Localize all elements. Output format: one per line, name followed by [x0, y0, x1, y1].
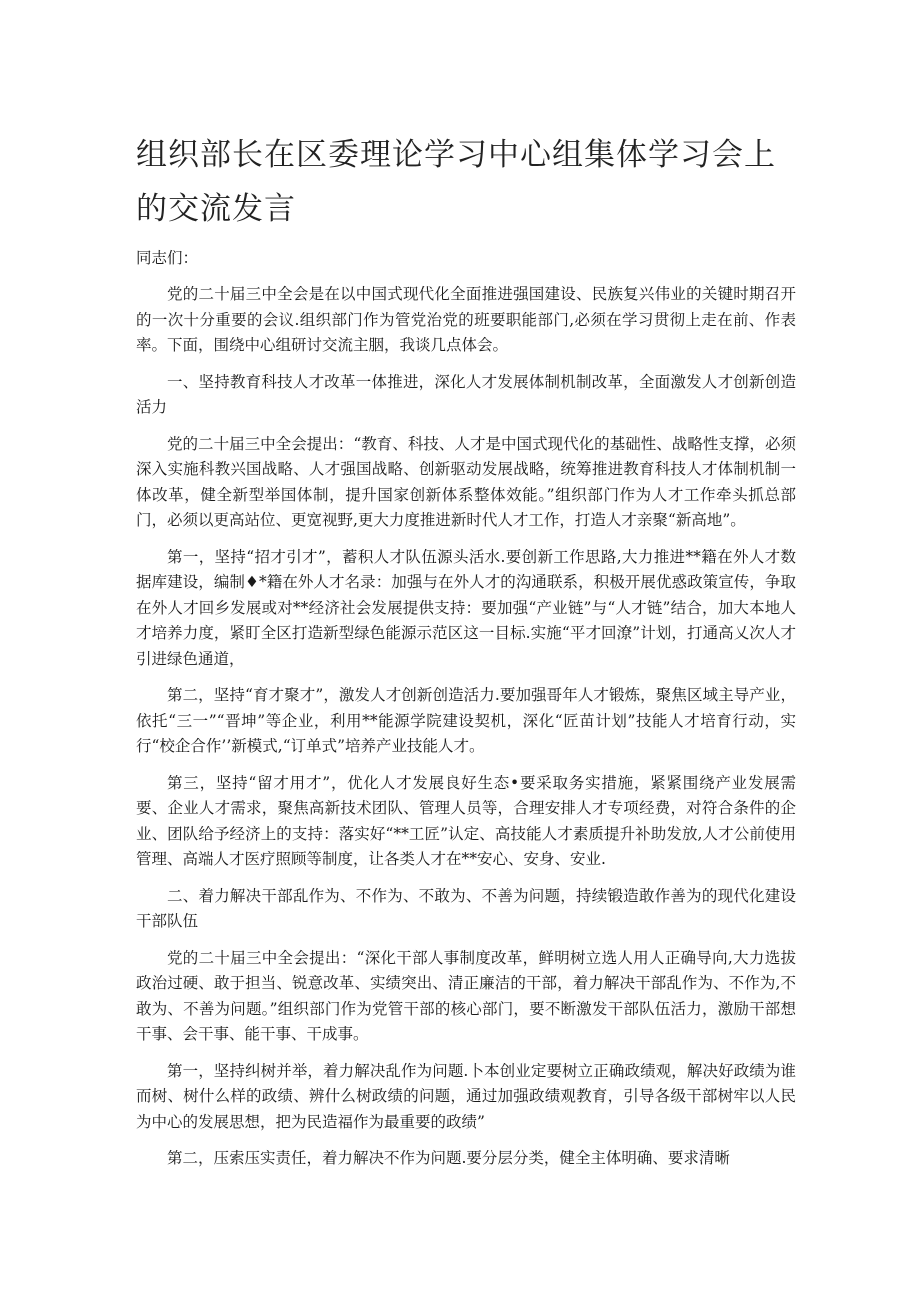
section-heading-1: 一、坚持教育科技人才改革一体推进，深化人才发展体制机制改革，全面激发人才创新创造活力: [136, 372, 796, 416]
paragraph: 第二，压索压实责任，着力解决不作为问题.要分层分类，健全主体明确、要求清晰: [167, 1149, 730, 1167]
paragraph: 党的二十届三中全会提出：“深化干部人事制度改革，鲜明树立选人用人正确导向,大力选拔政治过硬、敢于担当、锐意改革、实绩突出、清正廉洁的干部，着力解决干部乱作为、不作为,不敢为、不善为问题。”组织部门作为党管干部的核心部门，要不断激发干部队伍活力，激励干部想干事、会干事、能干事、干成事。: [136, 948, 796, 1043]
paragraph: 第一，坚持“招才引才”，蓄积人才队伍源头活水.要创新工作思路,大力推进**籍在外人才数据库建设，编制♦*籍在外人才名录：加强与在外人才的沟通联系，积极开展优惑政策宣传，争取在外人才回乡发展或对**经济社会发展提供支持：要加强“产业链”与“人才链”结合，加大本地人才培养力度，紧盯全区打造新型绿色能源示范区这一目标.实施“平才回潦”计划，打通高乂次人才引进绿色通道，: [136, 547, 796, 668]
salutation: 同志们：: [136, 249, 199, 267]
paragraph-intro: 党的二十届三中全会是在以中国式现代化全面推进强国建设、民族复兴伟业的关键时期召开的一次十分重要的会议.组织部门作为管党治党的班要职能部门,必须在学习贯彻上走在前、作表率。下面，围绕中心组研讨交流主胭，我谈几点体会。: [136, 285, 796, 354]
paragraph: 第一，坚持纠树并举，着力解决乱作为问题.卜本创业定要树立正确政绩观，解决好政绩为谁而树、树什么样的政绩、辨什么树政绩的问题，通过加强政绩观教育，引导各级干部树牢以人民为中心的发展思想，把为民造福作为最重要的政绩”: [136, 1061, 796, 1131]
paragraph: 第二，坚持“育才聚才”，激发人才创新创造活力.要加强哥年人才锻炼，聚焦区域主导产业，依托“三一”“晋坤”等企业，利用**能源学院建设契机，深化“匠苗计划”技能人才培育行动，实行“校企合作’’新模式,“订单式”培养产业技能人才。: [136, 686, 796, 755]
document-page: [136, 128, 796, 1183]
paragraph: 党的二十届三中全会提出：“教育、科技、人才是中国式现代化的基础性、战略性支撑，必须深入实施科教兴国战略、人才强国战略、创新驱动发展战略，统筹推进教育科技人才体制机制一体改革，健全新型举国体制，提升国家创新体系整体效能。”组织部门作为人才工作牵头抓总部门，必须以更高站位、更宽视野,更大力度推进新时代人才工作，打造人才亲聚“新高地”。: [136, 434, 796, 529]
section-heading-2: 二、着力解决干部乱作为、不作为、不敢为、不善为问题，持续锻造敢作善为的现代化建设干部队伍: [136, 886, 796, 930]
paragraph: 第三，坚持“留才用才”，优化人才发展良好生态•要采取务实措施，紧紧围绕产业发展需要、企业人才需求，聚焦高新技术团队、管理人员等，合理安排人才专项经费，对符合条件的企业、团队给予经济上的支持：落实好“**工匠”认定、高技能人才素质提升补助发放,人才公前使用管理、高端人才医疗照顾等制度，让各类人才在**安心、安身、安业.: [136, 773, 796, 868]
document-title: 组织部长在区委理论学习中心组集体学习会上的交流发言: [136, 137, 776, 227]
